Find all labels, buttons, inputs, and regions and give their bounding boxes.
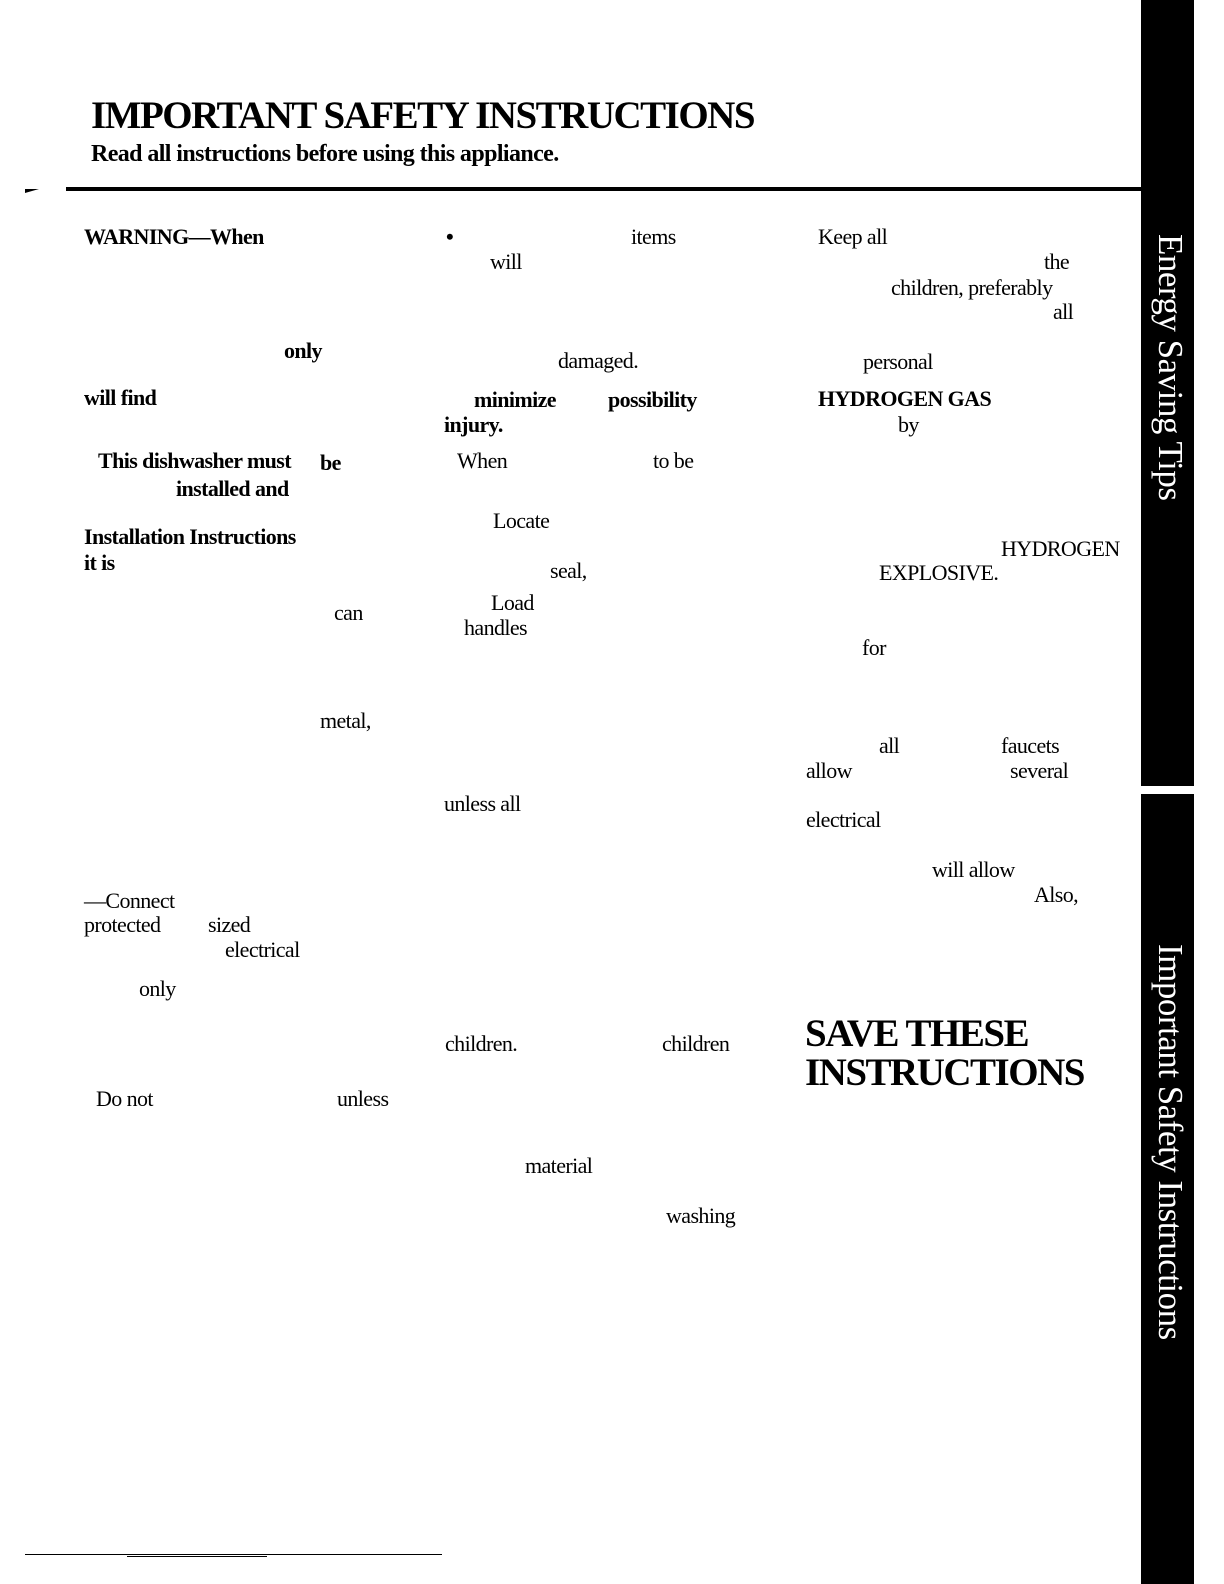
text-fragment: by <box>898 412 919 437</box>
save-instructions-heading <box>805 1014 1084 1092</box>
text-fragment: will <box>490 249 522 274</box>
installation-instructions-ref: Installation Instructions <box>84 524 296 549</box>
text-fragment: unless all <box>444 791 521 816</box>
warning-label: WARNING—When <box>84 224 264 249</box>
text-fragment: children, preferably <box>891 275 1053 300</box>
text-fragment: damaged. <box>558 348 639 373</box>
text-fragment: Also, <box>1034 882 1079 907</box>
text-fragment: items <box>631 224 676 249</box>
text-fragment: Do not <box>96 1086 153 1111</box>
page-title: IMPORTANT SAFETY INSTRUCTIONS <box>91 94 755 137</box>
text-fragment: children. <box>445 1031 518 1056</box>
tab-divider <box>1141 786 1194 794</box>
text-fragment: to be <box>653 448 694 473</box>
text-fragment: personal <box>863 349 933 374</box>
text-fragment: installed and <box>176 476 289 501</box>
text-fragment: will allow <box>932 857 1015 882</box>
text-fragment: can <box>334 600 363 625</box>
text-fragment: When <box>457 448 508 473</box>
footer-rule-short <box>127 1556 267 1557</box>
text-fragment: metal, <box>320 708 371 733</box>
save-line-2: INSTRUCTIONS <box>805 1051 1084 1094</box>
text-fragment: possibility <box>608 387 697 412</box>
text-fragment: washing <box>666 1203 736 1228</box>
tab-important-safety-instructions[interactable] <box>1141 794 1194 1584</box>
tab-safety-label: Important Safety Instructions <box>1151 944 1190 1340</box>
text-fragment: material <box>525 1153 593 1178</box>
text-fragment: Keep all <box>818 224 888 249</box>
text-fragment: allow <box>806 758 852 783</box>
text-fragment: seal, <box>550 558 587 583</box>
text-fragment: it is <box>84 550 115 575</box>
hydrogen-gas-heading: HYDROGEN GAS <box>818 386 992 411</box>
bullet-icon: • <box>446 224 454 249</box>
text-fragment: injury. <box>444 412 503 437</box>
text-fragment: several <box>1010 758 1069 783</box>
text-fragment: minimize <box>474 387 556 412</box>
text-fragment: be <box>320 450 341 475</box>
text-fragment: electrical <box>806 807 881 832</box>
text-fragment: faucets <box>1001 733 1060 758</box>
text-fragment: Locate <box>493 508 550 533</box>
footer-rule <box>25 1554 442 1555</box>
text-fragment: children <box>662 1031 730 1056</box>
header-rule <box>66 187 1146 191</box>
text-fragment: electrical <box>225 937 300 962</box>
text-fragment: Load <box>491 590 534 615</box>
text-fragment: This dishwasher must <box>98 448 291 473</box>
page-subtitle: Read all instructions before using this appliance. <box>91 141 559 167</box>
text-fragment: for <box>862 635 886 660</box>
text-fragment: —Connect <box>84 888 175 913</box>
rule-arrow-mark <box>25 189 39 193</box>
text-fragment: protected <box>84 912 161 937</box>
save-line-1: SAVE THESE <box>805 1012 1029 1055</box>
text-fragment: sized <box>208 912 251 937</box>
text-fragment: will find <box>84 385 157 410</box>
text-fragment: EXPLOSIVE. <box>879 560 999 585</box>
text-fragment: all <box>879 733 900 758</box>
text-fragment: only <box>139 976 176 1001</box>
text-fragment: HYDROGEN <box>1001 536 1120 561</box>
text-fragment: the <box>1044 249 1070 274</box>
text-fragment: all <box>1053 299 1074 324</box>
text-fragment: only <box>284 338 322 363</box>
tab-energy-label: Energy Saving Tips <box>1151 234 1190 501</box>
text-fragment: unless <box>337 1086 389 1111</box>
text-fragment: handles <box>464 615 528 640</box>
tab-energy-saving-tips[interactable] <box>1141 0 1194 786</box>
